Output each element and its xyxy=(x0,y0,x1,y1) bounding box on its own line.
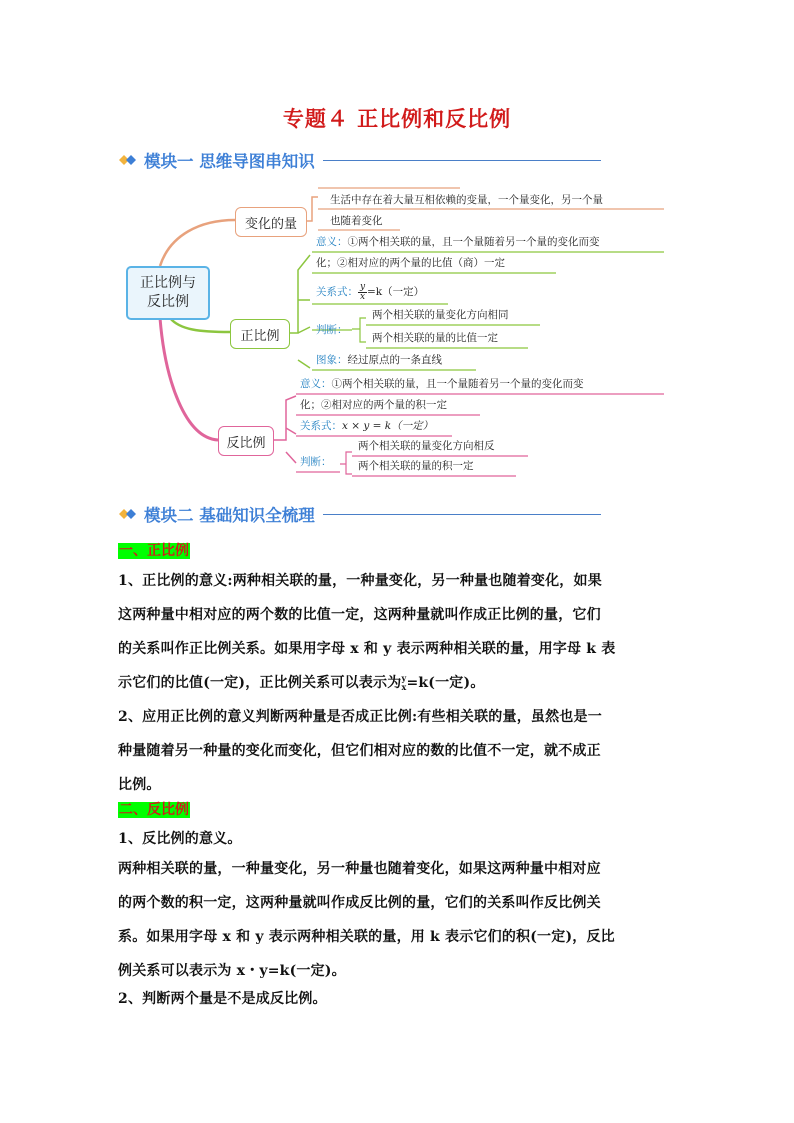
section-heading-1: 一、正比例 xyxy=(119,543,189,559)
direct-graph: 图象：经过原点的一条直线 xyxy=(316,354,442,366)
direct-judge-1: 两个相关联的量变化方向相同 xyxy=(372,309,509,321)
section2-paragraph-3: 2、判断两个量是不是成反比例。 xyxy=(118,991,327,1007)
inverse-judge-label: 判断： xyxy=(300,456,332,468)
inverse-judge-2: 两个相关联的量的积一定 xyxy=(358,460,474,472)
branch-inverse-node: 反比例 xyxy=(218,426,274,456)
inverse-relation: 关系式：x × y = k（一定） xyxy=(300,420,434,432)
branch-direct-node: 正比例 xyxy=(230,319,290,349)
section2-paragraph-2: 两种相关联的量，一种量变化，另一种量也随着变化，如果这两种量中相对应 的两个数的积一定，这两种量就叫作成反比例的量，它们的关系叫作反比例关 系。如果用字母 x 和 y 表示两种相关联的量，用 k 表示它们的积(一定)，反比 例关系可以表示为 x・y=k(一定)。 xyxy=(118,861,615,979)
section1-paragraph-1: 1、正比例的意义:两种相关联的量，一种量变化，另一种量也随着变化，如果 这两种量中相对应的两个数的比值一定，这两种量就叫作成正比例的量，它们 的关系叫作正比例关系。如果用字母 x 和 y 表示两种相关联的量，用字母 k 表 示它们的比值(一定)，正比例关系可以表示为 y x =k(一定)。 xyxy=(118,573,616,692)
direct-judge-label: 判断： xyxy=(316,324,348,336)
section-heading-2: 二、反比例 xyxy=(119,802,189,818)
page-title: 专题４ 正比例和反比例 xyxy=(282,106,512,131)
inverse-meaning-2: 化；②相对应的两个量的积一定 xyxy=(300,399,447,411)
module-title: 模块二 基础知识全梳理 xyxy=(144,506,315,525)
inverse-judge-1: 两个相关联的量变化方向相反 xyxy=(358,440,495,452)
change-line-1: 生活中存在着大量互相依赖的变量，一个量变化，另一个量 xyxy=(330,194,603,206)
mind-map xyxy=(0,0,794,490)
section1-paragraph-2: 2、应用正比例的意义判断两种量是否成正比例:有些相关联的量，虽然也是一 种量随着另一种量的变化而变化，但它们相对应的数的比值不一定，就不成正 比例。 xyxy=(118,709,602,793)
module-rule xyxy=(323,514,601,515)
inline-fraction: y x xyxy=(401,673,407,692)
diamond-arrow-icon xyxy=(118,506,138,522)
direct-judge-2: 两个相关联的量的比值一定 xyxy=(372,332,498,344)
direct-meaning-2: 化；②相对应的两个量的比值（商）一定 xyxy=(316,257,505,269)
section2-paragraph-1: 1、反比例的意义。 xyxy=(118,831,242,847)
branch-change-node: 变化的量 xyxy=(235,207,307,237)
direct-meaning-1: 意义：①两个相关联的量，且一个量随着另一个量的变化而变 xyxy=(316,236,600,248)
module-title: 模块一 思维导图串知识 xyxy=(144,152,315,171)
mind-map-root: 正比例与 反比例 xyxy=(126,266,210,320)
module-header-2 xyxy=(118,502,601,526)
direct-relation-fraction: y x xyxy=(359,281,366,302)
inverse-meaning-1: 意义：①两个相关联的量，且一个量随着另一个量的变化而变 xyxy=(300,378,584,390)
change-line-2: 也随着变化 xyxy=(330,215,383,227)
direct-relation: 关系式： y x =k（一定） xyxy=(316,281,425,302)
